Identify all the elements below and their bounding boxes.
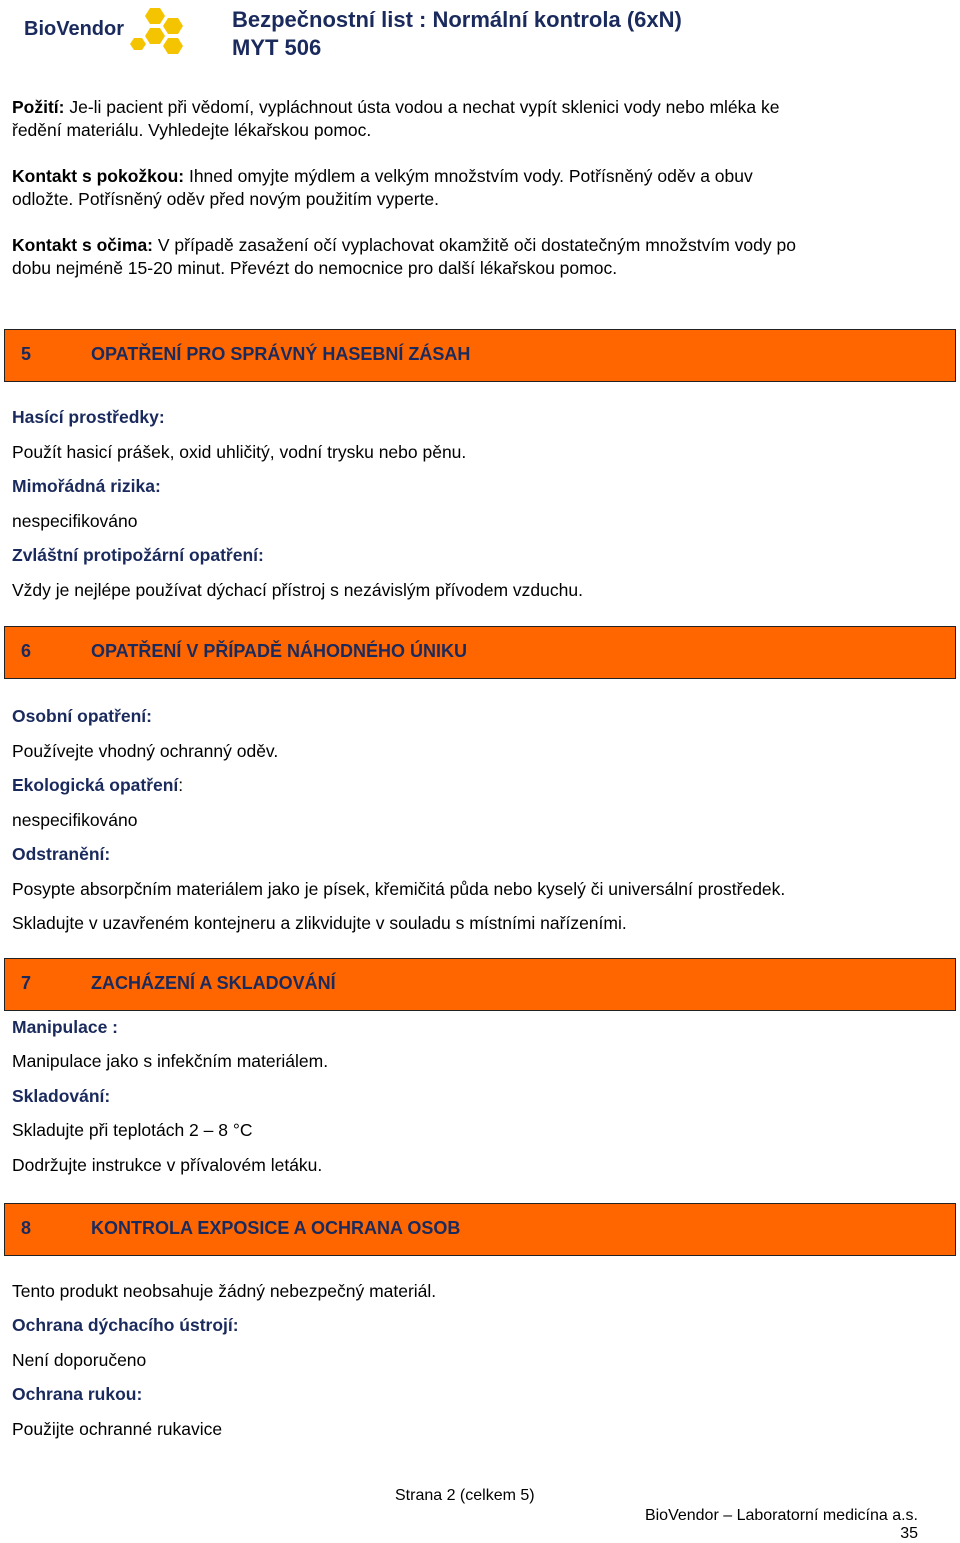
section-5-number: 5	[21, 344, 32, 364]
section-6-title: OPATŘENÍ V PŘÍPADĚ NÁHODNÉHO ÚNIKU	[91, 641, 468, 661]
fire-media-label: Hasící prostředky:	[12, 407, 165, 427]
logo-text: BioVendor	[24, 18, 125, 40]
skin-contact-text-1: Ihned omyjte mýdlem a velkým množstvím vody. Potřísněný oděv a obuv	[184, 166, 753, 186]
removal-text-2: Skladujte v uzavřeném kontejneru a zlikvidujte v souladu s místními nařízeními.	[12, 913, 627, 933]
document-title-line1: Bezpečnostní list : Normální kontrola (6xN)	[232, 7, 682, 32]
storage-label: Skladování:	[12, 1086, 111, 1106]
biovendor-logo	[24, 6, 184, 58]
eco-precautions-heading	[12, 774, 183, 797]
removal-label: Odstranění:	[12, 844, 111, 864]
handling-label: Manipulace :	[12, 1017, 118, 1037]
footer-company: BioVendor – Laboratorní medicína a.s.	[644, 1507, 918, 1524]
fire-media-text: Použít hasicí prášek, oxid uhličitý, vodní trysku nebo pěnu.	[12, 442, 467, 462]
storage-text-2: Dodržujte instrukce v přívalovém letáku.	[12, 1155, 323, 1175]
logo-hexagons-icon	[120, 6, 190, 58]
special-hazards-label: Mimořádná rizika:	[12, 476, 161, 496]
skin-contact-text-2: odložte. Potřísněný oděv před novým použitím vyperte.	[12, 189, 440, 209]
ingestion-text-1: Je-li pacient při vědomí, vypláchnout ústa vodou a nechat vypít sklenici vody nebo mléka ke	[64, 97, 780, 117]
skin-contact-paragraph	[12, 165, 753, 211]
section-6-number: 6	[21, 641, 32, 661]
eco-precautions-text: nespecifikováno	[12, 810, 138, 830]
hand-protection-label: Ochrana rukou:	[12, 1384, 143, 1404]
ingestion-label: Požití:	[12, 97, 65, 117]
document-title-line2: MYT 506	[232, 35, 322, 60]
section-8-header	[4, 1203, 956, 1256]
footer-page-number: 35	[900, 1525, 918, 1542]
hand-protection-text: Použijte ochranné rukavice	[12, 1419, 223, 1439]
eye-contact-text-1: V případě zasažení očí vyplachovat okamžitě oči dostatečným množstvím vody po	[153, 235, 796, 255]
skin-contact-label: Kontakt s pokožkou:	[12, 166, 185, 186]
document-title	[232, 6, 682, 62]
eco-precautions-label: Ekologická opatření	[12, 775, 179, 795]
respiratory-protection-label: Ochrana dýchacího ústrojí:	[12, 1315, 239, 1335]
respiratory-protection-text: Není doporučeno	[12, 1350, 147, 1370]
section-5-title: OPATŘENÍ PRO SPRÁVNÝ HASEBNÍ ZÁSAH	[91, 344, 471, 364]
exposure-intro-text: Tento produkt neobsahuje žádný nebezpečný materiál.	[12, 1281, 437, 1301]
fire-protection-label: Zvláštní protipožární opatření:	[12, 545, 264, 565]
eye-contact-paragraph	[12, 234, 796, 280]
fire-protection-text: Vždy je nejlépe používat dýchací přístroj s nezávislým přívodem vzduchu.	[12, 580, 583, 600]
removal-text-1: Posypte absorpčním materiálem jako je písek, křemičitá půda nebo kyselý či universální prostředek.	[12, 879, 786, 899]
eco-precautions-colon: :	[178, 775, 184, 795]
personal-precautions-text: Používejte vhodný ochranný oděv.	[12, 741, 279, 761]
storage-text-1: Skladujte při teplotách 2 – 8 °C	[12, 1120, 253, 1140]
ingestion-paragraph	[12, 96, 779, 142]
section-7-header	[4, 958, 956, 1011]
special-hazards-text: nespecifikováno	[12, 511, 138, 531]
section-7-title: ZACHÁZENÍ A SKLADOVÁNÍ	[91, 973, 336, 993]
section-7-number: 7	[21, 973, 32, 993]
personal-precautions-label: Osobní opatření:	[12, 706, 152, 726]
page-indicator: Strana 2 (celkem 5)	[395, 1487, 535, 1504]
eye-contact-text-2: dobu nejméně 15-20 minut. Převézt do nemocnice pro další lékařskou pomoc.	[12, 258, 618, 278]
eye-contact-label: Kontakt s očima:	[12, 235, 153, 255]
section-5-header	[4, 329, 956, 382]
handling-text: Manipulace jako s infekčním materiálem.	[12, 1051, 329, 1071]
ingestion-text-2: ředění materiálu. Vyhledejte lékařskou pomoc.	[12, 120, 372, 140]
section-8-number: 8	[21, 1218, 32, 1238]
section-6-header	[4, 626, 956, 679]
section-8-title: KONTROLA EXPOSICE A OCHRANA OSOB	[91, 1218, 461, 1238]
